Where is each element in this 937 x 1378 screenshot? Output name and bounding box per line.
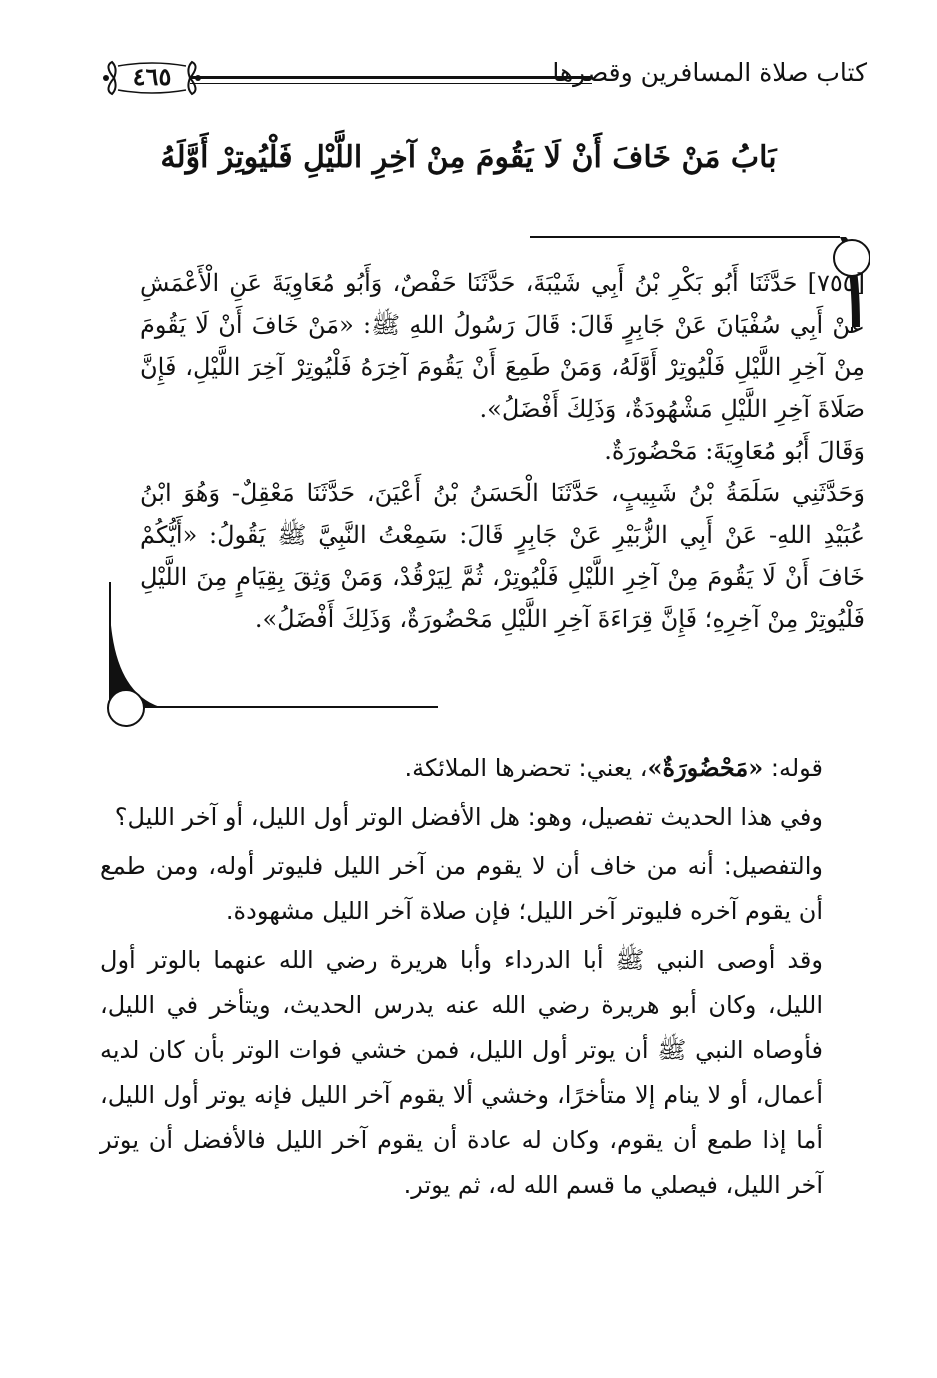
commentary bbox=[100, 745, 847, 1212]
chapter-title: بَابُ مَنْ خَافَ أَنْ لَا يَقُومَ مِنْ آخِرِ اللَّيْلِ فَلْيُوتِرْ أَوَّلَهُ bbox=[160, 140, 777, 175]
hadith-paragraph-1: [٧٥٥] حَدَّثَنَا أَبُو بَكْرِ بْنُ أَبِي شَيْبَةَ، حَدَّثَنَا حَفْصٌ، وَأَبُو مُعَاوِيَةَ عَنِ الْأَعْمَشِ عَنْ أَبِي سُفْيَانَ عَنْ جَابِرٍ قَالَ: قَالَ رَسُولُ اللهِ ﷺ: «مَنْ خَافَ أَنْ لَا يَقُومَ مِنْ آخِرِ اللَّيْلِ فَلْيُوتِرْ أَوَّلَهُ، وَمَنْ طَمِعَ أَنْ يَقُومَ آخِرَهُ فَلْيُوتِرْ آخِرَ اللَّيْلِ، فَإِنَّ صَلَاةَ آخِرِ اللَّيْلِ مَشْهُودَةٌ، وَذَلِكَ أَفْضَلُ». bbox=[140, 269, 866, 423]
commentary-paragraph-2: وفي هذا الحديث تفصيل، وهو: هل الأفضل الوتر أول الليل، أو آخر الليل؟ bbox=[114, 803, 823, 831]
commentary-p1-rest: ، يعني: تحضرها الملائكة. bbox=[404, 754, 648, 782]
commentary-term: «مَحْضُورَةٌ» bbox=[647, 753, 764, 782]
commentary-paragraph-3: والتفصيل: أنه من خاف أن لا يقوم من آخر الليل فليوتر أوله، ومن طمع أن يقوم آخره فليوتر آخر الليل؛ فإن صلاة آخر الليل مشهودة. bbox=[100, 852, 823, 925]
page-number: ٤٦٥ bbox=[132, 62, 172, 91]
hadith-paragraph-2: وَقَالَ أَبُو مُعَاوِيَةَ: مَحْضُورَةٌ. bbox=[604, 437, 865, 465]
hadith-text bbox=[140, 262, 865, 640]
running-title: كتاب صلاة المسافرين وقصرها bbox=[552, 58, 867, 87]
commentary-p1-prefix: قوله: bbox=[763, 754, 823, 782]
page-number-ornament bbox=[100, 58, 204, 98]
commentary-paragraph-1 bbox=[100, 745, 847, 791]
hadith-paragraph-3: وَحَدَّثَنِي سَلَمَةُ بْنُ شَبِيبٍ، حَدَّثَنَا الْحَسَنُ بْنُ أَعْيَنَ، حَدَّثَنَا مَعْقِلٌ- وَهُوَ ابْنُ عُبَيْدِ اللهِ- عَنْ أَبِي الزُّبَيْرِ عَنْ جَابِرٍ قَالَ: سَمِعْتُ النَّبِيَّ ﷺ يَقُولُ: «أَيُّكُمْ خَافَ أَنْ لَا يَقُومَ مِنْ آخِرِ اللَّيْلِ فَلْيُوتِرْ، ثُمَّ لِيَرْقُدْ، وَمَنْ وَثِقَ بِقِيَامٍ مِنَ اللَّيْلِ فَلْيُوتِرْ مِنْ آخِرِهِ؛ فَإِنَّ قِرَاءَةَ آخِرِ اللَّيْلِ مَحْضُورَةٌ، وَذَلِكَ أَفْضَلُ». bbox=[140, 479, 865, 633]
commentary-paragraph-4: وقد أوصى النبي ﷺ أبا الدرداء وأبا هريرة رضي الله عنهما بالوتر أول الليل، وكان أبو هريرة رضي الله عنه يدرس الحديث، ويتأخر في الليل، فأوصاه النبي ﷺ أن يوتر أول الليل، فمن خشي فوات الوتر بأن كان لديه أعمال، أو لا ينام إلا متأخرًا، وخشي ألا يقوم آخر الليل فإنه يوتر أول الليل، أما إذا طمع أن يقوم، وكان له عادة أن يقوم آخر الليل فالأفضل أن يوتر آخر الليل، فيصلي ما قسم الله له، ثم يوتر. bbox=[100, 946, 823, 1199]
header-rule bbox=[190, 76, 592, 84]
